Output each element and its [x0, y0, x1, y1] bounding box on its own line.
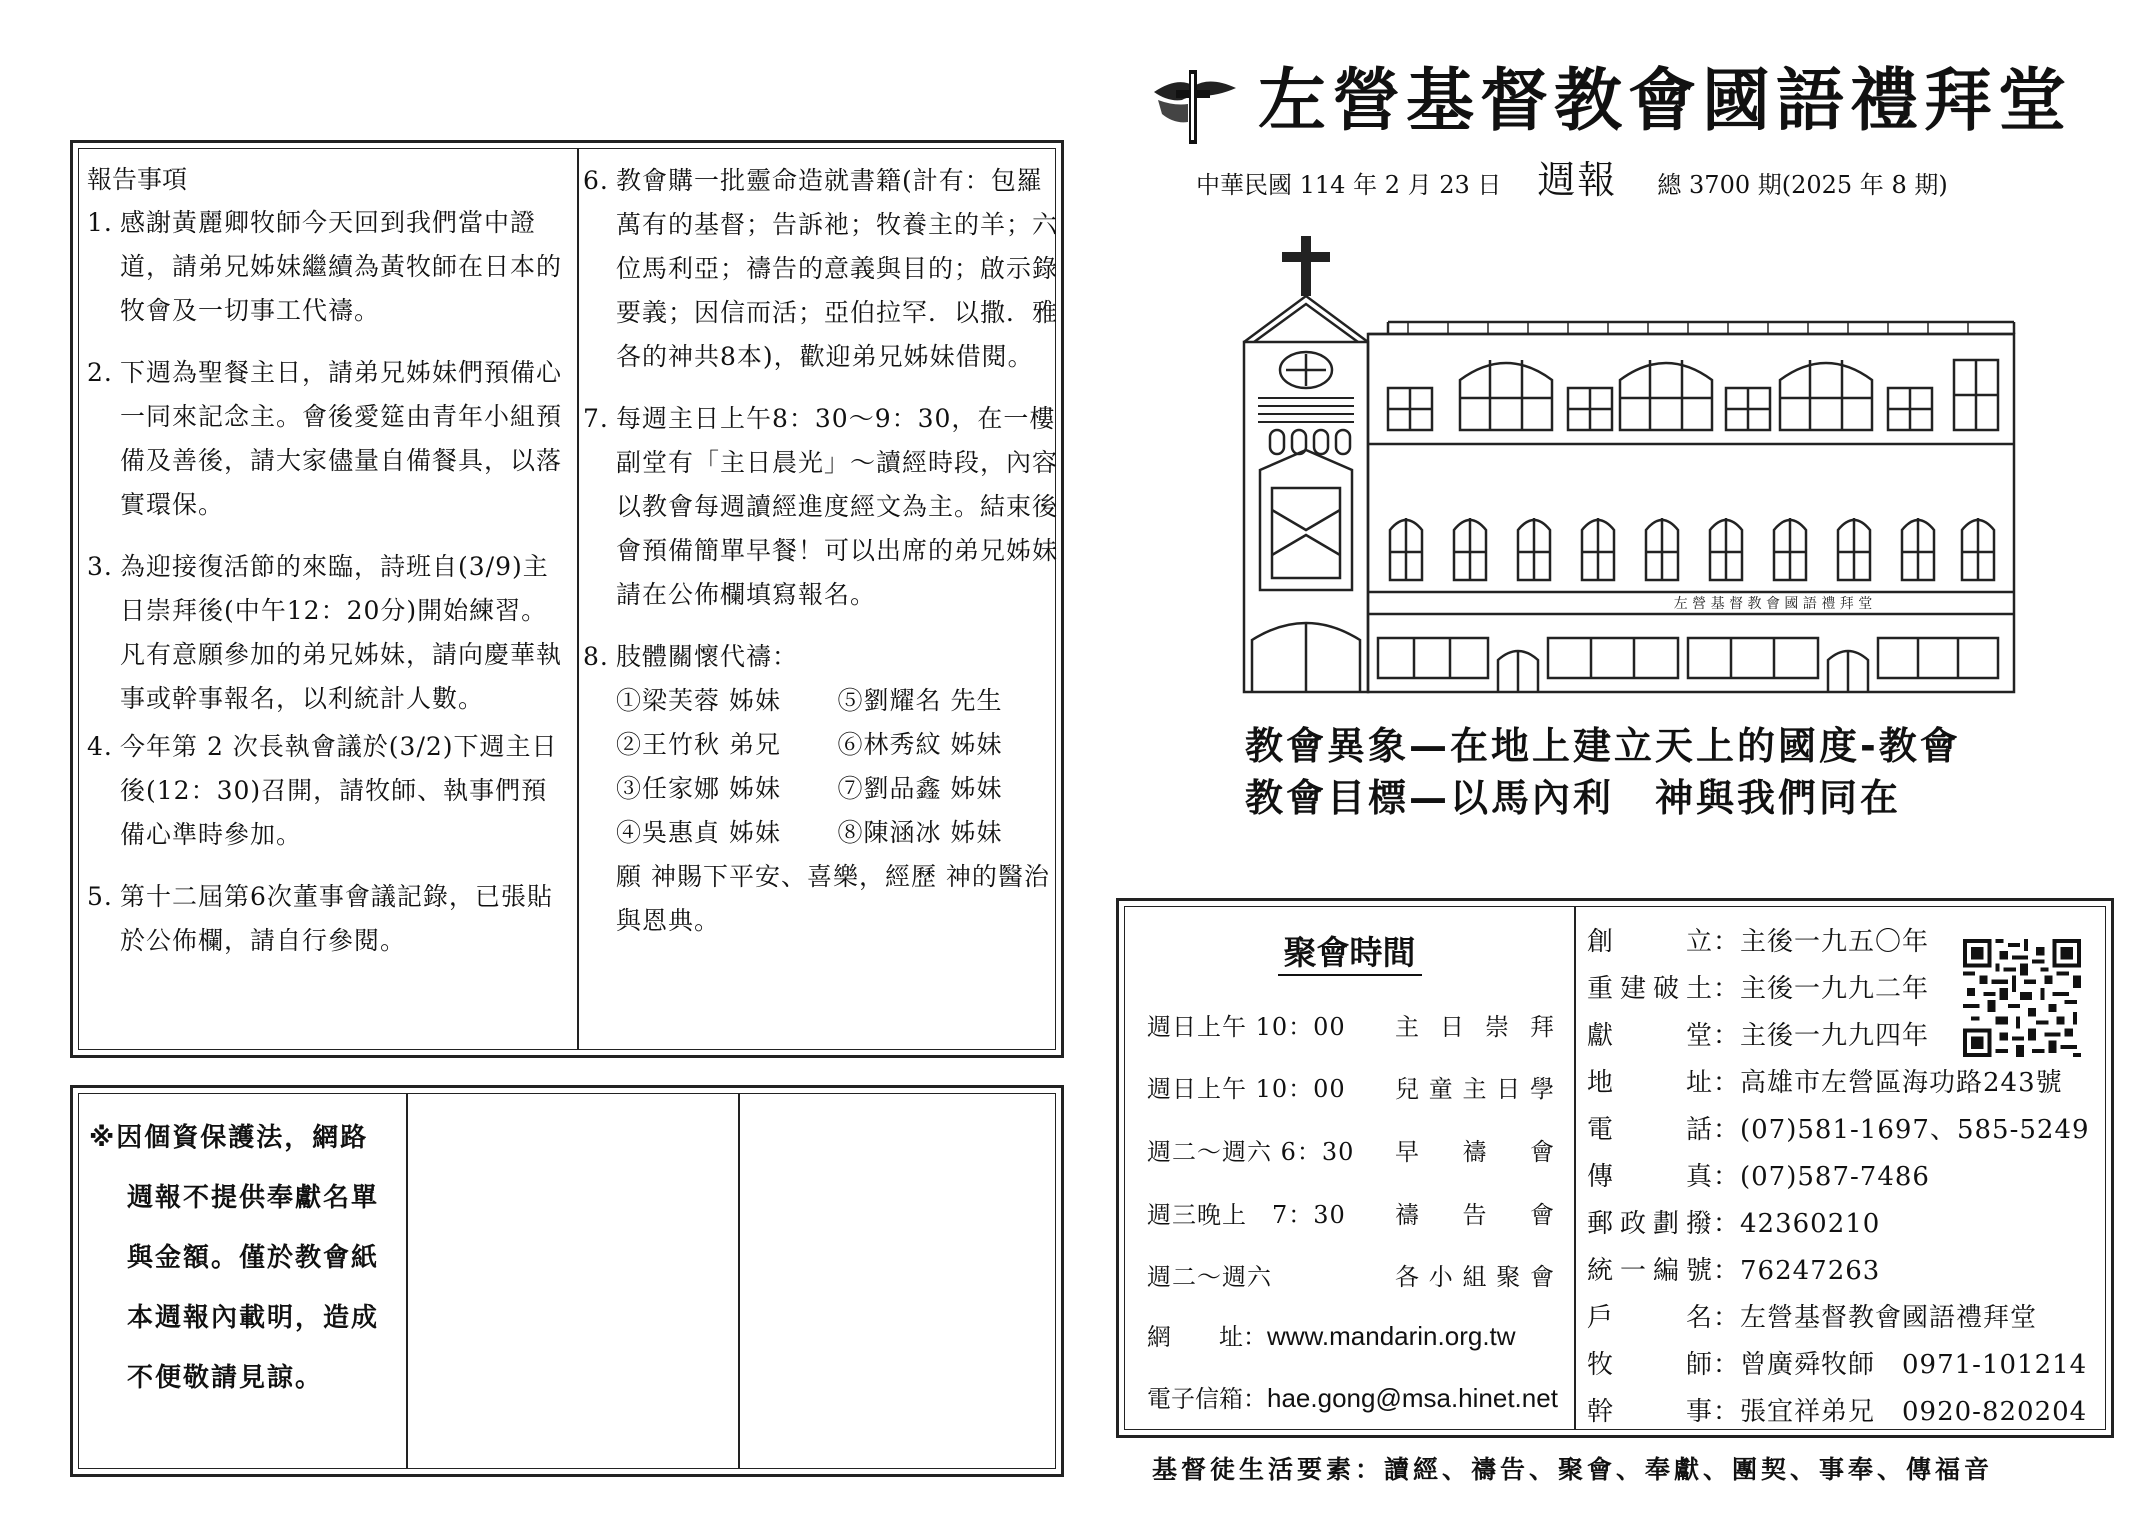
info-row: 獻堂：主後一九九四年 — [1587, 1021, 1930, 1051]
announcements-inner-frame — [78, 148, 1059, 1050]
building-sign: 左 營 基 督 教 會 國 語 禮 拜 堂 — [1673, 596, 1873, 612]
meeting-row: 週日上午 10：00 主日崇拜 — [1147, 1013, 1555, 1041]
church-vision — [1245, 720, 1961, 824]
column-divider — [577, 149, 579, 1049]
info-row: 創立：主後一九五〇年 — [1587, 927, 1930, 957]
privacy-box — [70, 1085, 1064, 1477]
announcement-item: 3. 為迎接復活節的來臨，詩班自(3/9)主日崇拜後(中午12：20分)開始練習。凡有意願參加的弟兄姊妹，請向慶華執事或幹事報名，以利統計人數。 — [87, 552, 563, 713]
church-logo-icon — [1148, 62, 1240, 152]
bulletin-date-line — [1196, 160, 2046, 205]
meeting-row: 週二～週六 各小組聚會 — [1147, 1263, 1555, 1291]
info-row: 戶名：左營基督教會國語禮拜堂 — [1587, 1303, 2038, 1333]
announcement-item: 5. 第十二屆第6次董事會議記錄，已張貼於公佈欄，請自行參閱。 — [87, 882, 553, 955]
privacy-line: 不便敬請見諒。 — [127, 1363, 324, 1393]
meeting-row: 週二～週六 6：30 早禱會 — [1147, 1138, 1555, 1166]
prayer-row: ③任家娜 姊妹 ⑦劉品鑫 姊妹 — [616, 774, 1003, 803]
prayer-row: ④吳惠貞 姊妹 ⑧陳涵冰 姊妹 — [616, 818, 1003, 847]
website-link[interactable]: www.mandarin.org.tw — [1267, 1321, 1516, 1351]
announcement-item: 1. 感謝黃麗卿牧師今天回到我們當中證道，請弟兄姊妹繼續為黃牧師在日本的牧會及一切事工代禱。 — [87, 208, 563, 325]
meeting-times-title: 聚會時間 — [1125, 927, 1574, 974]
meeting-row: 週日上午 10：00 兒童主日學 — [1147, 1075, 1555, 1103]
info-row: 傳真：(07)587-7486 — [1587, 1162, 1930, 1192]
announcements-right-column — [583, 159, 1059, 943]
privacy-line: 週報不提供奉獻名單 — [127, 1183, 380, 1213]
info-column-divider — [1574, 907, 1576, 1429]
prayer-closing: 願 神賜下平安、喜樂，經歷 神的醫治與恩典。 — [616, 862, 1050, 935]
info-row: 幹事：張宜祥弟兄 0920-820204 — [1587, 1397, 2088, 1427]
prayer-list — [583, 679, 1059, 943]
info-row: 地址：高雄市左營區海功路243號 — [1587, 1068, 2063, 1098]
meeting-row: 週三晚上 7：30 禱告會 — [1147, 1201, 1555, 1229]
privacy-line: 與金額。僅於教會紙 — [127, 1243, 380, 1273]
info-row: 牧師：曾廣舜牧師 0971-101214 — [1587, 1350, 2088, 1380]
goal-line: 教會目標—以馬內利 神與我們同在 — [1245, 776, 1902, 820]
bulletin-label: 週報 — [1537, 158, 1618, 202]
announcements-heading: 報告事項 — [87, 165, 188, 194]
info-row: 電話：(07)581-1697、585-5249 — [1587, 1115, 2090, 1145]
info-row: 統一編號：76247263 — [1587, 1256, 1881, 1286]
christian-life-motto: 基督徒生活要素：讀經、禱告、聚會、奉獻、團契、事奉、傳福音 — [1152, 1455, 1994, 1484]
announcement-item: 7. 每週主日上午8：30～9：30，在一樓副堂有「主日晨光」～讀經時段，內容以教會每週讀經進度經文為主。結束後會預備簡單早餐！可以出席的弟兄姊妹請在公佈欄填寫報名。 — [583, 404, 1059, 609]
info-row: 重建破土：主後一九九二年 — [1587, 974, 1930, 1004]
bulletin-issue: 總 3700 期(2025 年 8 期) — [1657, 171, 1948, 199]
email-link[interactable]: hae.gong@msa.hinet.net — [1267, 1383, 1558, 1413]
privacy-inner-frame — [78, 1093, 1056, 1469]
meeting-info-box — [1116, 898, 2114, 1438]
church-title: 左營基督教會國語禮拜堂 — [1258, 61, 2073, 141]
bulletin-date: 中華民國 114 年 2 月 23 日 — [1196, 171, 1502, 199]
privacy-notice — [89, 1108, 409, 1408]
website-row: 網 址：www.mandarin.org.tw — [1147, 1321, 1516, 1351]
meeting-info-inner-frame — [1124, 906, 2106, 1430]
announcement-item: 4. 今年第 2 次長執會議於(3/2)下週主日後(12：30)召開，請牧師、執事們預備心準時參加。 — [87, 732, 558, 849]
announcement-item: 6. 教會購一批靈命造就書籍(計有：包羅萬有的基督；告訴祂；牧養主的羊；六位馬利亞；禱告的意義與目的；啟示錄要義；因信而活；亞伯拉罕．以撒．雅各的神共8本)，歡迎弟兄姊妹借閱。 — [583, 166, 1059, 371]
prayer-row: ②王竹秋 弟兄 ⑥林秀紋 姊妹 — [616, 730, 1003, 759]
email-row: 電子信箱：hae.gong@msa.hinet.net — [1147, 1383, 1558, 1413]
privacy-line: ※因個資保護法，網路 — [89, 1123, 369, 1153]
vision-line: 教會異象—在地上建立天上的國度-教會 — [1245, 724, 1961, 768]
announcements-box — [70, 140, 1064, 1058]
info-row: 郵政劃撥：42360210 — [1587, 1209, 1881, 1239]
prayer-row: ①梁芙蓉 姊妹 ⑤劉耀名 先生 — [616, 686, 1003, 715]
announcements-left-column — [87, 159, 571, 981]
privacy-line: 本週報內載明，造成 — [127, 1303, 380, 1333]
qr-code-icon[interactable] — [1963, 939, 2081, 1057]
announcement-item: 2. 下週為聖餐主日，請弟兄姊妹們預備心一同來記念主。會後愛筵由青年小組預備及善後，請大家儘量自備餐具，以落實環保。 — [87, 358, 563, 519]
announcement-item: 8. 肢體關懷代禱： — [583, 642, 799, 671]
church-building-illustration — [1228, 230, 2018, 695]
privacy-column-divider — [738, 1094, 740, 1468]
